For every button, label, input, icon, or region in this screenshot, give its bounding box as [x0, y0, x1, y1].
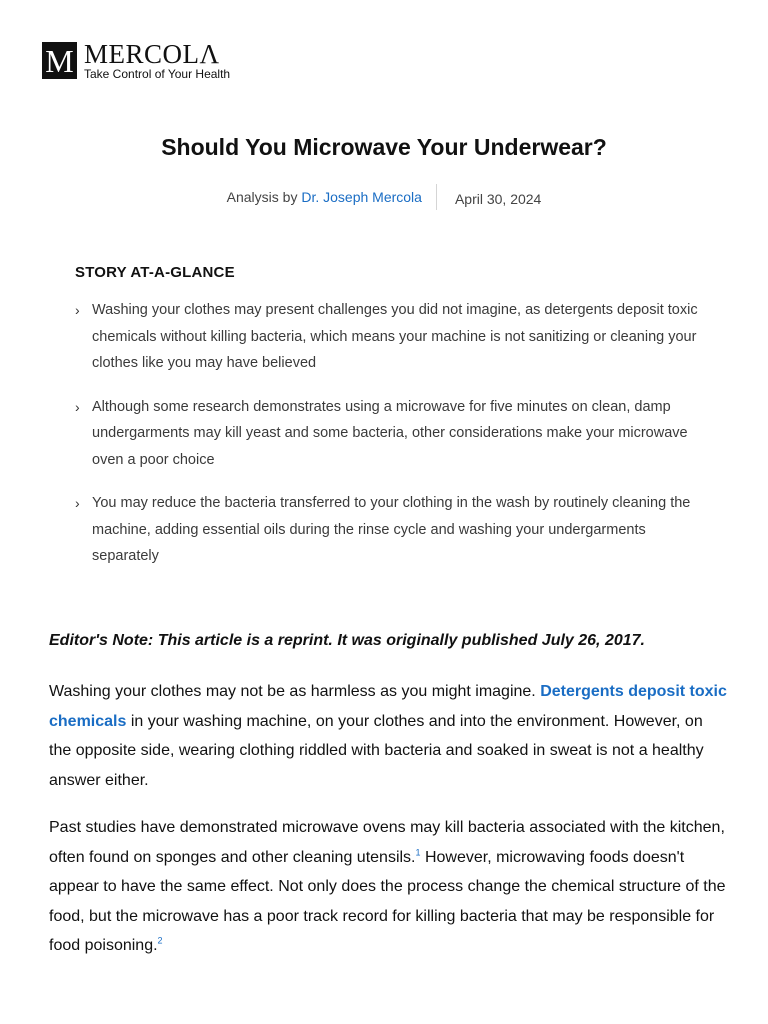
footnote-ref-2[interactable]: 2	[157, 935, 163, 946]
editors-note: Editor's Note: This article is a reprint. It was originally published July 26, 2017.	[49, 632, 645, 649]
logo-wordmark: MERCOLΛ	[84, 39, 220, 69]
publish-date: April 30, 2024	[454, 191, 542, 207]
body-paragraph-2: Past studies have demonstrated microwave ovens may kill bacteria associated with the kitchen, often found on sponges and other cleaning utensils.$^1$ However, microwaving foods doesn't appear to have the same effect. Not only does the process change the chemical structure of the food, but the microwave has a poor track record for killing bacteria that may be responsible for food poisoning.$^2$	[49, 819, 726, 954]
chevron-right-icon: ›	[75, 302, 80, 318]
glance-heading: STORY AT-A-GLANCE	[75, 264, 235, 281]
body-paragraph-1: Washing your clothes may not be as harmless as you might imagine. Detergents deposit toxic chemicals in your washing machine, on your clothes and into the environment. However, on the opposite side, wearing clothing riddled with bacteria and soaked in sweat is not a healthy answer either.	[49, 683, 727, 789]
chevron-right-icon: ›	[75, 398, 80, 415]
footnote-ref-1[interactable]: 1	[415, 847, 421, 858]
glance-list	[75, 297, 715, 570]
site-logo[interactable]	[42, 39, 231, 81]
story-at-a-glance	[75, 264, 715, 587]
detergents-link[interactable]: Detergents deposit toxic chemicals	[49, 683, 727, 730]
logo-tagline: Take Control of Your Health	[84, 67, 231, 81]
byline-prefix: Analysis by Dr. Joseph Mercola	[226, 189, 422, 205]
list-item: › Although some research demonstrates using a microwave for five minutes on clean, damp undergarments may kill yeast and some bacteria, other considerations make your microwave oven a poor choice	[75, 394, 715, 474]
list-item: › Washing your clothes may present challenges you did not imagine, as detergents deposit toxic chemicals without killing bacteria, which means your machine is not sanitizing or cleaning your clothes like you may have believed	[75, 297, 715, 377]
article-title: Should You Microwave Your Underwear?	[161, 134, 607, 160]
logo-text	[84, 39, 231, 81]
chevron-right-icon: ›	[75, 495, 80, 511]
author-link[interactable]: Dr. Joseph Mercola	[301, 189, 422, 205]
list-item: › You may reduce the bacteria transferred to your clothing in the wash by routinely cleaning the machine, adding essential oils during the rinse cycle and washing your undergarments separately	[75, 490, 715, 570]
logo-mark: M	[42, 42, 77, 79]
article-byline	[0, 184, 768, 210]
byline-divider	[436, 184, 437, 210]
